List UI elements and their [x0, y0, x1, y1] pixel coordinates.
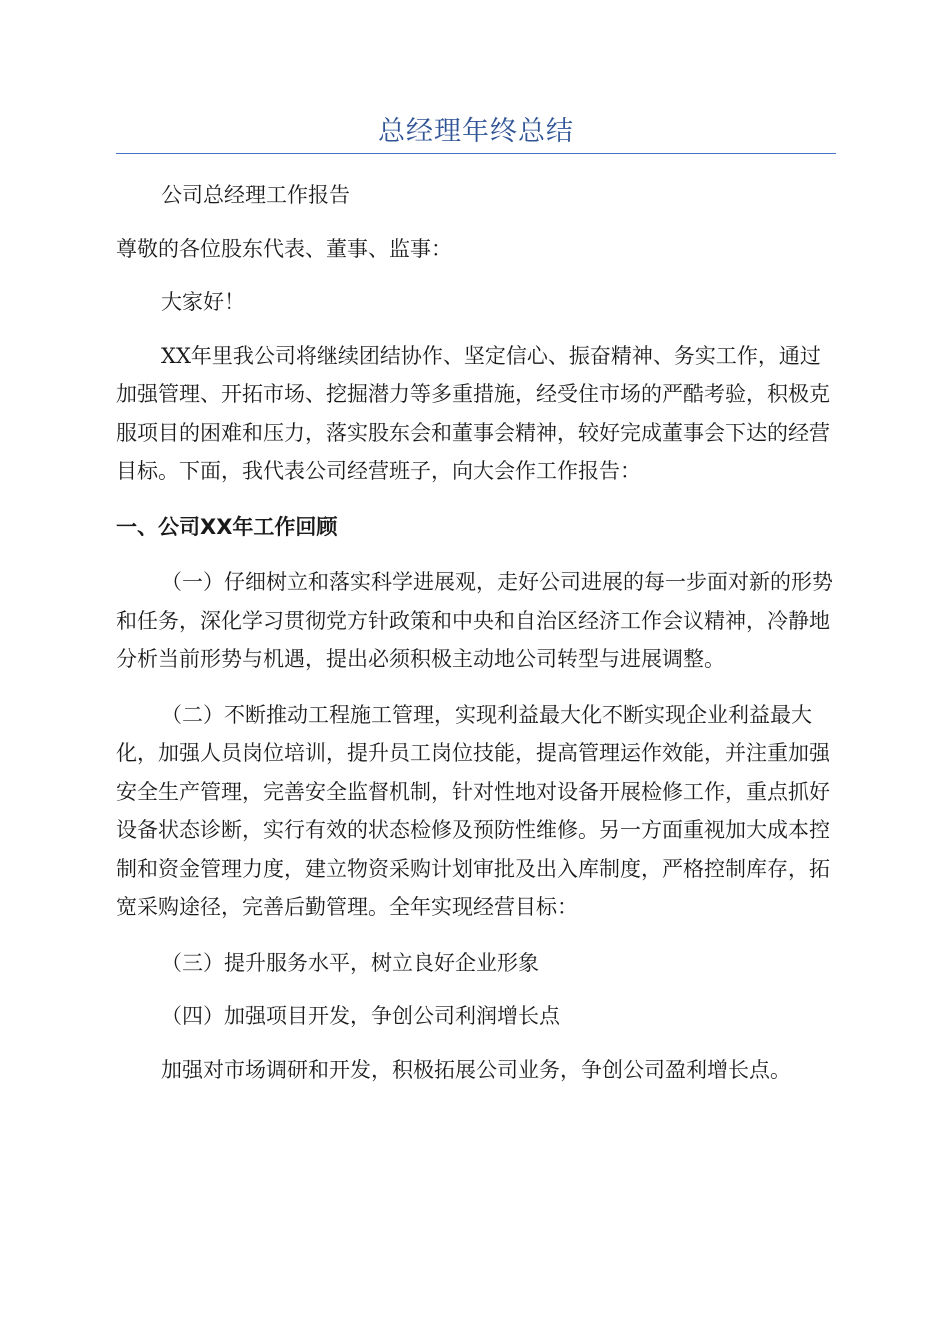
- greeting: 大家好！: [161, 290, 245, 314]
- title-underline: [116, 153, 836, 154]
- document-title: 总经理年终总结: [378, 116, 574, 147]
- document-page: [116, 112, 836, 1089]
- paragraph-item-4: （四）加强项目开发，争创公司利润增长点: [161, 1004, 560, 1028]
- paragraph-item-3: （三）提升服务水平，树立良好企业形象: [161, 950, 539, 975]
- paragraph-item-1: （一）仔细树立和落实科学进展观，走好公司进展的每一步面对新的形势和任务，深化学习贯彻党方针政策和中央和自治区经济工作会议精神，冷静地分析当前形势与机遇，提出必须积极主动地公司转型与进展调整。: [116, 570, 833, 671]
- section-heading: 一、公司XX年工作回顾: [116, 514, 338, 539]
- paragraph-item-2: （二）不断推动工程施工管理，实现利益最大化不断实现企业利益最大化，加强人员岗位培训，提升员工岗位技能，提高管理运作效能，并注重加强安全生产管理，完善安全监督机制，针对性地对设备开展检修工作，重点抓好设备状态诊断，实行有效的状态检修及预防性维修。另一方面重视加大成本控制和资金管理力度，建立物资采购计划审批及出入库制度，严格控制库存，拓宽采购途径，完善后勤管理。全年实现经营目标：: [116, 702, 830, 919]
- salutation: 尊敬的各位股东代表、董事、监事：: [116, 236, 452, 261]
- report-subtitle: 公司总经理工作报告: [161, 183, 350, 207]
- intro-paragraph: XX年里我公司将继续团结协作、坚定信心、振奋精神、务实工作，通过加强管理、开拓市场、挖掘潜力等多重措施，经受住市场的严酷考验，积极克服项目的困难和压力，落实股东会和董事会精神，较好完成董事会下达的经营目标。下面，我代表公司经营班子，向大会作工作报告：: [116, 343, 830, 483]
- closing-paragraph: 加强对市场调研和开发，积极拓展公司业务，争创公司盈利增长点。: [161, 1057, 791, 1082]
